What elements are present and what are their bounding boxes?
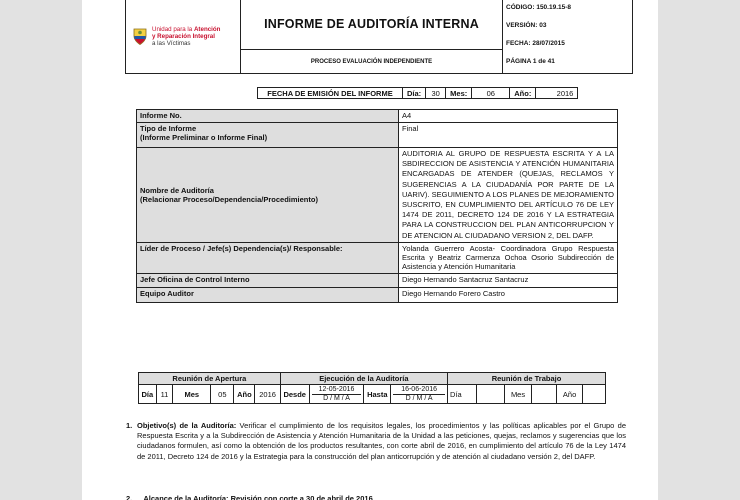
equipo-auditor-value: Diego Hernando Forero Castro: [399, 287, 618, 302]
trabajo-dia-label: Día: [448, 385, 477, 404]
emission-mes-label: Mes:: [446, 88, 472, 99]
emission-anio-label: Año:: [510, 88, 536, 99]
lider-proceso-label: Líder de Proceso / Jefe(s) Dependencia(s)/ Responsable:: [137, 242, 399, 273]
tipo-label-line2: (Informe Preliminar o Informe Final): [140, 133, 268, 142]
hasta-date: 16-06-2016: [393, 386, 445, 395]
document-header: [125, 0, 633, 74]
trabajo-mes-label: Mes: [504, 385, 531, 404]
emission-dia-label: Día:: [403, 88, 426, 99]
objetivo-text: Verificar el cumplimiento de los requisitos legales, los procedimientos y las políticas aplicables por el Grupo de Respuesta Escrita y a la Subdirección de Asistencia y Atención Humanitaria de la Unidad a las peticiones, quejas, reclamos y sugerencias que los ciudadanos formulen, así como la obtención de los productos resultantes, con corte abril de 2016, en cumplimiento del artículo 76 de la Ley 1474 de 2011, Decreto 124 de 2016 y la Estrategia para la construcción del plan anticorrupción y de atención al ciudadano versión 2, del DAFP.: [137, 421, 626, 461]
document-page: [82, 0, 658, 500]
apertura-dia: 11: [156, 385, 173, 404]
version: VERSIÓN: 03: [506, 22, 547, 29]
report-info-table: [136, 109, 618, 303]
apertura-mes-label: Mes: [173, 385, 211, 404]
alcance-number: 2.: [126, 494, 133, 500]
informe-no-value: A4: [399, 110, 618, 123]
emission-dia: 30: [426, 88, 446, 99]
jefe-oficina-label: Jefe Oficina de Control Interno: [137, 273, 399, 287]
ejecucion-hasta: [391, 385, 448, 404]
objetivo-body: [137, 421, 626, 462]
informe-no-label: Informe No.: [137, 110, 399, 123]
nombre-auditoria-label: [137, 148, 399, 243]
emission-anio: 2016: [536, 88, 578, 99]
trabajo-dia-value: [477, 385, 504, 404]
trabajo-header: Reunión de Trabajo: [448, 373, 606, 385]
emission-label: FECHA DE EMISIÓN DEL INFORME: [258, 88, 403, 99]
ejecucion-hasta-label: Hasta: [364, 385, 391, 404]
logo-cell: [126, 0, 241, 74]
desde-date: 12-05-2016: [312, 386, 362, 395]
pagina: PÁGINA 1 de 41: [506, 58, 555, 65]
hasta-format: D / M / A: [405, 394, 433, 402]
emission-date-table: [257, 87, 578, 99]
equipo-auditor-label: Equipo Auditor: [137, 287, 399, 302]
ejecucion-header: Ejecución de la Auditoría: [280, 373, 447, 385]
lider-proceso-value: Yolanda Guerrero Acosta- Coordinadora Grupo Respuesta Escrita y Beatriz Carmenza Ochoa Osorio Subdirección de Asistencia y Atención Humanitaria: [399, 242, 618, 273]
logo-text-line3: a las Víctimas: [152, 39, 191, 47]
trabajo-anio-label: Año: [557, 385, 582, 404]
apertura-header: Reunión de Apertura: [139, 373, 281, 385]
alcance-section: [126, 494, 373, 500]
colombia-shield-icon: [132, 27, 148, 46]
apertura-mes: 05: [211, 385, 234, 404]
nombre-auditoria-value: AUDITORIA AL GRUPO DE RESPUESTA ESCRITA Y A LA SBDIRECCION DE ASISTENCIA Y ATENCIÓN HUMANITARIA ENCARGADAS DE ATENDER (QUEJAS, RECLAMOS Y SUGERENCIAS A LA CIUDADANÍA POR PARTE DE LA UARIV). SEGUIMIENTO A LOS PLANES DE MEJORAMIENTO SUSCRITO, EN CUMPLIMIENTO DEL ARTÍCULO 76 DE LEY 1474 DE 2011, DECRETO 124 DE 2016 Y LA ESTRATEGIA PARA LA CONSTRUCCION DEL PLAN ANTICORRUPCION Y DE ATENCION AL CIUDADANO VERSION 2, DEL DAFP.: [399, 148, 618, 243]
trabajo-mes-value: [532, 385, 557, 404]
objetivo-number: 1.: [126, 421, 133, 430]
ejecucion-desde: [309, 385, 364, 404]
desde-format: D / M / A: [323, 394, 350, 402]
objetivo-section: [126, 421, 626, 462]
process-subtitle: PROCESO EVALUACIÓN INDEPENDIENTE: [241, 50, 503, 74]
tipo-informe-label: [137, 123, 399, 148]
ejecucion-desde-label: Desde: [280, 385, 309, 404]
fecha: FECHA: 28/07/2015: [506, 40, 565, 47]
meetings-table: [138, 372, 606, 404]
logo-text-atencion: Atención: [193, 25, 221, 33]
document-title: INFORME DE AUDITORÍA INTERNA: [241, 0, 503, 50]
objetivo-label: Objetivo(s) de la Auditoría:: [137, 421, 237, 430]
nombre-label-line2: (Relacionar Proceso/Dependencia/Procedimiento): [140, 194, 318, 204]
jefe-oficina-value: Diego Hernando Santacruz Santacruz: [399, 273, 618, 287]
logo-text-line1: Unidad para la: [152, 25, 194, 33]
apertura-anio: 2016: [255, 385, 280, 404]
logo-text-line2: y Reparación Integral: [152, 32, 215, 40]
unidad-victimas-logo: [132, 26, 234, 47]
trabajo-anio-value: [582, 385, 605, 404]
codigo: CÓDIGO: 150.19.15-8: [506, 4, 572, 11]
tipo-informe-value: Final: [399, 123, 618, 148]
apertura-dia-label: Día: [139, 385, 157, 404]
tipo-label-line1: Tipo de Informe: [140, 124, 197, 133]
apertura-anio-label: Año: [234, 385, 255, 404]
emission-mes: 06: [472, 88, 510, 99]
document-meta: [503, 0, 633, 74]
alcance-text: Alcance de la Auditoría: Revisión con corte a 30 de abril de 2016: [143, 494, 373, 500]
nombre-label-line1: Nombre de Auditoría: [140, 185, 214, 195]
